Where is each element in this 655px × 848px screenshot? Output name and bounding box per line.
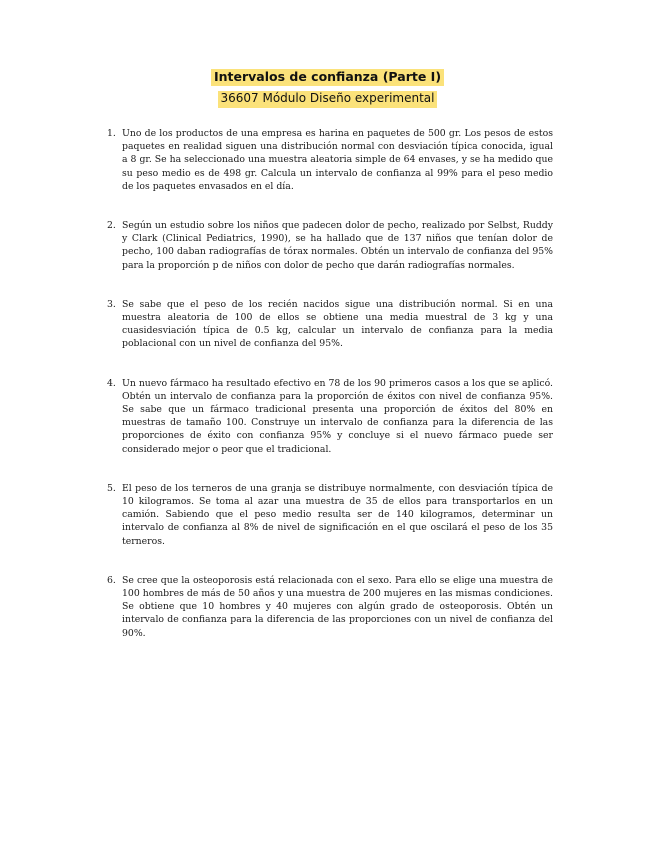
exercise-number: 3. bbox=[107, 298, 116, 310]
title-block bbox=[0, 66, 655, 86]
subtitle-block bbox=[0, 87, 655, 108]
exercise-number: 5. bbox=[107, 482, 116, 494]
exercise-number: 1. bbox=[107, 128, 116, 139]
exercise-item bbox=[107, 298, 553, 351]
exercise-text: El peso de los terneros de una granja se distribuye normalmente, con desviación típica de 10 kilogramos. Se toma al azar una muestra de 35 de ellos para transportarlos en un camión. Sabiendo que el peso medio resulta ser de 140 kilogramos, determinar un intervalo de confianza al 8% de nivel de significación en el que oscilará el peso de los 35 terneros. bbox=[122, 482, 553, 547]
exercise-item bbox=[107, 482, 553, 548]
exercise-text: Se sabe que el peso de los recién nacidos sigue una distribución normal. Si en una muestra aleatoria de 100 de ellos se obtiene una media muestral de 3 kg y una cuasidesviación típica de 0.5 kg, calcular un intervalo de confianza para la media poblacional con un nivel de confianza del 95%. bbox=[122, 298, 553, 350]
exercise-item bbox=[107, 377, 553, 456]
exercise-text: Según un estudio sobre los niños que padecen dolor de pecho, realizado por Selbst, Ruddy y Clark (Clinical Pediatrics, 1990), se ha hallado que de 137 niños que tenían dolor de pecho, 100 daban radiografías de tórax normales. Obtén un intervalo de confianza del 95% para la proporción p de niños con dolor de pecho que darán radiografías normales. bbox=[122, 220, 553, 271]
exercise-item bbox=[107, 574, 553, 640]
exercise-text: Se cree que la osteoporosis está relacionada con el sexo. Para ello se elige una muestra de 100 hombres de más de 50 años y una muestra de 200 mujeres en las mismas condiciones. Se obtiene que 10 hombres y 40 mujeres con algún grado de osteoporosis. Obtén un intervalo de confianza para la diferencia de las proporciones con un nivel de confianza del 90%. bbox=[122, 574, 553, 639]
page-subtitle: 36607 Módulo Diseño experimental bbox=[218, 91, 438, 108]
exercise-text: Uno de los productos de una empresa es harina en paquetes de 500 gr. Los pesos de estos paquetes en realidad siguen una distribución normal con desviación típica conocida, igual a 8 gr. Se ha seleccionado una muestra aleatoria simple de 64 envases, y se ha medido que su peso medio es de 498 gr. Calcula un intervalo de confianza al 99% para el peso medio de los paquetes envasados en el día. bbox=[122, 128, 553, 192]
exercise-item bbox=[107, 127, 553, 193]
exercise-number: 4. bbox=[107, 377, 116, 389]
exercise-text: Un nuevo fármaco ha resultado efectivo en 78 de los 90 primeros casos a los que se aplicó. Obtén un intervalo de confianza para la proporción de éxitos con nivel de confianza 95%. Se sabe que un fármaco tradicional presenta una proporción de éxitos del 80% en muestras de tamaño 100. Construye un intervalo de confianza para la diferencia de las proporciones de éxito con confianza 95% y concluye si el nuevo fármaco puede ser considerado mejor o peor que el tradicional. bbox=[122, 377, 553, 455]
exercise-number: 6. bbox=[107, 574, 116, 586]
exercise-item bbox=[107, 219, 553, 272]
page-title: Intervalos de confianza (Parte I) bbox=[211, 69, 444, 86]
exercise-number: 2. bbox=[107, 220, 116, 232]
exercise-list bbox=[107, 127, 553, 666]
